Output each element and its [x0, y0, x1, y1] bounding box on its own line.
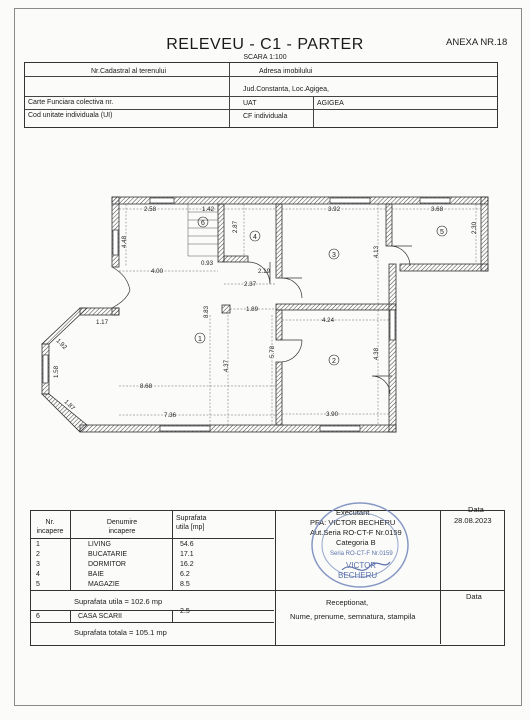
dim-label: 1.92: [54, 337, 69, 351]
room-number: 4: [253, 234, 257, 241]
cell-nr: 3: [36, 561, 40, 568]
dim-label: 1.42: [202, 206, 215, 213]
stair-name: CASA SCARII: [78, 613, 122, 620]
dim-label: 4.38: [373, 347, 380, 360]
cell-name: BUCATARIE: [88, 551, 128, 558]
dim-label: 3.92: [328, 206, 341, 213]
executant-name: PFA: VICTOR BECHERU: [310, 518, 396, 527]
cell-area: 6.2: [180, 571, 190, 578]
dim-label: 1.87: [62, 398, 77, 412]
cell-area: 16.2: [180, 561, 194, 568]
header-name: Denumire incapere: [106, 519, 138, 535]
header-nr: Nr. incapere: [36, 519, 64, 535]
authorization-number: Aut.Seria RO-CT-F Nr.0159: [310, 528, 402, 537]
uat-label: UAT: [243, 100, 257, 107]
cell-nr: 4: [36, 571, 40, 578]
unit-code-label: Cod unitate individuala (UI): [28, 112, 113, 119]
cf-label: CF individuala: [243, 113, 288, 120]
dim-label: 1.58: [53, 365, 60, 378]
useful-area-total: Suprafata utila = 102.6 mp: [74, 597, 163, 606]
room-number: 5: [440, 229, 444, 236]
dimension-lines: [119, 204, 481, 425]
room-number: 2: [332, 358, 336, 365]
cell-nr: 1: [36, 541, 40, 548]
dim-label: 4.37: [223, 359, 230, 372]
dim-label: 5.78: [269, 345, 276, 358]
date-label: Data: [468, 505, 484, 514]
cell-area: 54.6: [180, 541, 194, 548]
cell-nr: 5: [36, 581, 40, 588]
dim-label: 1.17: [96, 319, 109, 326]
dim-label: 3.68: [431, 206, 444, 213]
annex-label: ANEXA NR.18: [446, 37, 508, 48]
dim-label: 2.37: [244, 281, 257, 288]
walls: [42, 197, 488, 432]
room-number: 1: [198, 336, 202, 343]
stair-area: 2.5: [180, 608, 190, 615]
header-area: Suprafata utila [mp]: [176, 515, 207, 531]
total-area: Suprafata totala = 105.1 mp: [74, 628, 167, 637]
cell-name: MAGAZIE: [88, 581, 120, 588]
dim-label: 4.13: [373, 245, 380, 258]
stamp-text: VICTOR: [346, 561, 377, 570]
date-label-2: Data: [466, 592, 482, 601]
dim-label: 4.24: [322, 317, 335, 324]
dim-label: 3.90: [326, 411, 339, 418]
room-markers: [195, 217, 447, 365]
date-value: 28.08.2023: [454, 516, 492, 525]
cadastral-label: Nr.Cadastral al terenului: [91, 68, 167, 75]
dim-label: 2.19: [258, 268, 271, 275]
cell-name: LIVING: [88, 541, 111, 548]
dim-label: 2.87: [232, 220, 239, 233]
cell-nr: 2: [36, 551, 40, 558]
signature-note: Nume, prenume, semnatura, stampila: [290, 612, 416, 621]
room-numbers: [198, 220, 444, 365]
address-value: Jud.Constanta, Loc.Agigea,: [243, 86, 330, 93]
cell-area: 8.5: [180, 581, 190, 588]
stamp-text: BECHERU: [338, 571, 378, 580]
executant-label: Executant: [336, 508, 370, 517]
cell-name: DORMITOR: [88, 561, 126, 568]
room-number: 3: [332, 252, 336, 259]
official-stamp: [308, 500, 412, 590]
cell-area: 17.1: [180, 551, 194, 558]
scale-label: SCARA 1:100: [243, 54, 287, 61]
category-label: Categoria B: [336, 538, 376, 547]
dim-label: 1.89: [246, 306, 259, 313]
dim-label: 8.83: [203, 305, 210, 318]
stair-nr: 6: [36, 613, 40, 620]
cell-name: BAIE: [88, 571, 104, 578]
address-label: Adresa imobilului: [259, 68, 313, 75]
dim-label: 8.68: [140, 383, 153, 390]
dim-label: 2.58: [144, 206, 157, 213]
stamp-text: Seria RO-CT-F Nr.0159: [330, 551, 393, 557]
dim-label: 4.00: [151, 268, 164, 275]
room-number: 6: [201, 220, 205, 227]
land-book-label: Carte Funciara colectiva nr.: [28, 99, 114, 106]
dim-label: 0.93: [201, 260, 214, 267]
receptionist-label: Receptionat,: [326, 598, 369, 607]
dim-label: 2.30: [471, 221, 478, 234]
page-title: RELEVEU - C1 - PARTER: [166, 36, 364, 53]
uat-value: AGIGEA: [317, 100, 344, 107]
dim-label: 4.48: [121, 235, 128, 248]
dim-label: 7.36: [164, 412, 177, 419]
